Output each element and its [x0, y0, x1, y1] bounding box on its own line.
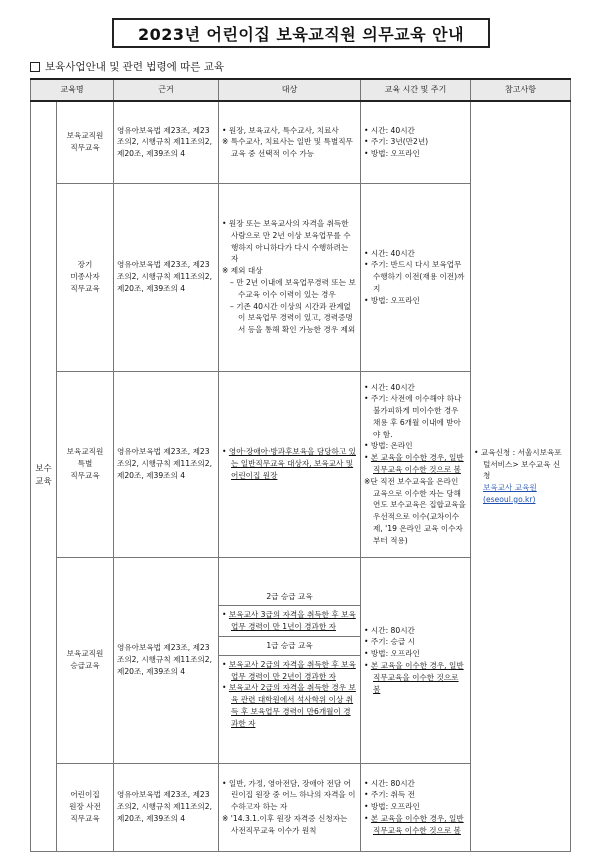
row-time: • 시간: 80시간 • 주기: 취득 전 • 방법: 오프라인 • 본 교육을 이수한 경우, 일반직무교육 이수한 것으로 봄: [361, 763, 471, 851]
grade2-heading: 2급 승급 교육: [219, 588, 360, 606]
group-label: 보수 교육: [31, 101, 57, 851]
row-basis: 영유아보육법 제23조, 제23조의2, 시행규칙 제11조의2, 제20조, 제39조의 4: [114, 183, 219, 371]
grade1-heading: 1급 승급 교육: [219, 636, 360, 655]
row-name: 보육교직원 직무교육: [57, 101, 114, 183]
row-basis: 영유아보육법 제23조, 제23조의2, 시행규칙 제11조의2, 제20조, 제39조의 4: [114, 557, 219, 763]
checkbox-square-icon: [30, 62, 40, 72]
section-heading: 보육사업안내 및 관련 법령에 따른 교육: [30, 59, 224, 74]
header-basis: 근거: [114, 79, 219, 101]
row-basis: 영유아보육법 제23조, 제23조의2, 시행규칙 제11조의2, 제20조, 제39조의 4: [114, 101, 219, 183]
table-header-row: [31, 79, 571, 101]
eseoul-link[interactable]: (eseoul.go.kr): [483, 494, 536, 504]
table-row: [31, 101, 571, 183]
row-name: 장기 미종사자 직무교육: [57, 183, 114, 371]
document-title: 2023년 어린이집 보육교직원 의무교육 안내: [112, 18, 490, 48]
row-target: • 원장 또는 보육교사의 자격을 취득한 사람으로 만 2년 이상 보육업무를 수행하지 아니하다가 다시 수행하려는 자 ※ 제외 대상 – 만 2년 이내에 보육업무경력 또는 보수교육 이수 이력이 있는 경우 – 기존 40시간 이상의 시간과 관계없이 보육업무 경력이 있고, 경력증명서 등을 통해 확인 가능한 경우 제외: [219, 183, 361, 371]
row-name: 보육교직원 특별 직무교육: [57, 371, 114, 557]
ref-note: • 교육신청 : 서울시보육포털서비스> 보수교육 신청 보육교사 교육원 (eseoul.go.kr): [471, 101, 571, 851]
row-time: • 시간: 40시간 • 주기: 사전에 이수해야 하나 불가피하게 미이수한 경우 채용 후 6개월 이내에 받아야 함. • 방법: 온라인 • 본 교육을 이수한 경우, 일반직무교육 이수한 것으로 봄 ※단 직전 보수교육을 온라인 교육으로 이수한 자는 당해연도 보수교육은 집합교육을 우선적으로 이수(교차이수제, '19 온라인 교육 이수자부터 적용): [361, 371, 471, 557]
row-basis: 영유아보육법 제23조, 제23조의2, 시행규칙 제11조의2, 제20조, 제39조의 4: [114, 763, 219, 851]
row-basis: 영유아보육법 제23조, 제23조의2, 시행규칙 제11조의2, 제20조, 제39조의 4: [114, 371, 219, 557]
header-target: 대상: [219, 79, 361, 101]
header-ref: 참고사항: [471, 79, 571, 101]
row-target: 2급 승급 교육 • 보육교사 3급의 자격을 취득한 후 보육업무 경력이 만 1년이 경과한 자 1급 승급 교육 • 보육교사 2급의 자격을 취득한 후 보육업무 경력이 만 2년이 경과한 자 • 보육교사 2급의 자격을 취득한 경우 보육 관련 대학원에서 석사학위 이상 취득 후 보육업무 경력이 만6개월이 경과한 자: [219, 557, 361, 763]
header-time: 교육 시간 및 주기: [361, 79, 471, 101]
row-target: • 원장, 보육교사, 특수교사, 치료사 ※ 특수교사, 치료사는 일반 및 특별직무교육 중 선택적 이수 가능: [219, 101, 361, 183]
row-time: • 시간: 40시간 • 주기: 3년(만2년) • 방법: 오프라인: [361, 101, 471, 183]
row-target: • 영아·장애아·방과후보육을 담당하고 있는 일반직무교육 대상자, 보육교사 및 어린이집 원장: [219, 371, 361, 557]
row-target: • 일반, 가정, 영아전담, 장애아 전담 어린이집 원장 중 어느 하나의 자격을 이수하고자 하는 자 ※ '14.3.1.이후 원장 자격증 신청자는 사전직무교육 이수가 원칙: [219, 763, 361, 851]
row-time: • 시간: 40시간 • 주기: 반드시 다시 보육업무 수행하기 이전(재용 이전)까지 • 방법: 오프라인: [361, 183, 471, 371]
row-name: 보육교직원 승급교육: [57, 557, 114, 763]
row-time: • 시간: 80시간 • 주기: 승급 시 • 방법: 오프라인 • 본 교육을 이수한 경우, 일반직무교육을 이수한 것으로 봄: [361, 557, 471, 763]
education-table: [30, 78, 571, 852]
header-edu-name: 교육명: [31, 79, 114, 101]
row-name: 어린이집 원장 사전 직무교육: [57, 763, 114, 851]
